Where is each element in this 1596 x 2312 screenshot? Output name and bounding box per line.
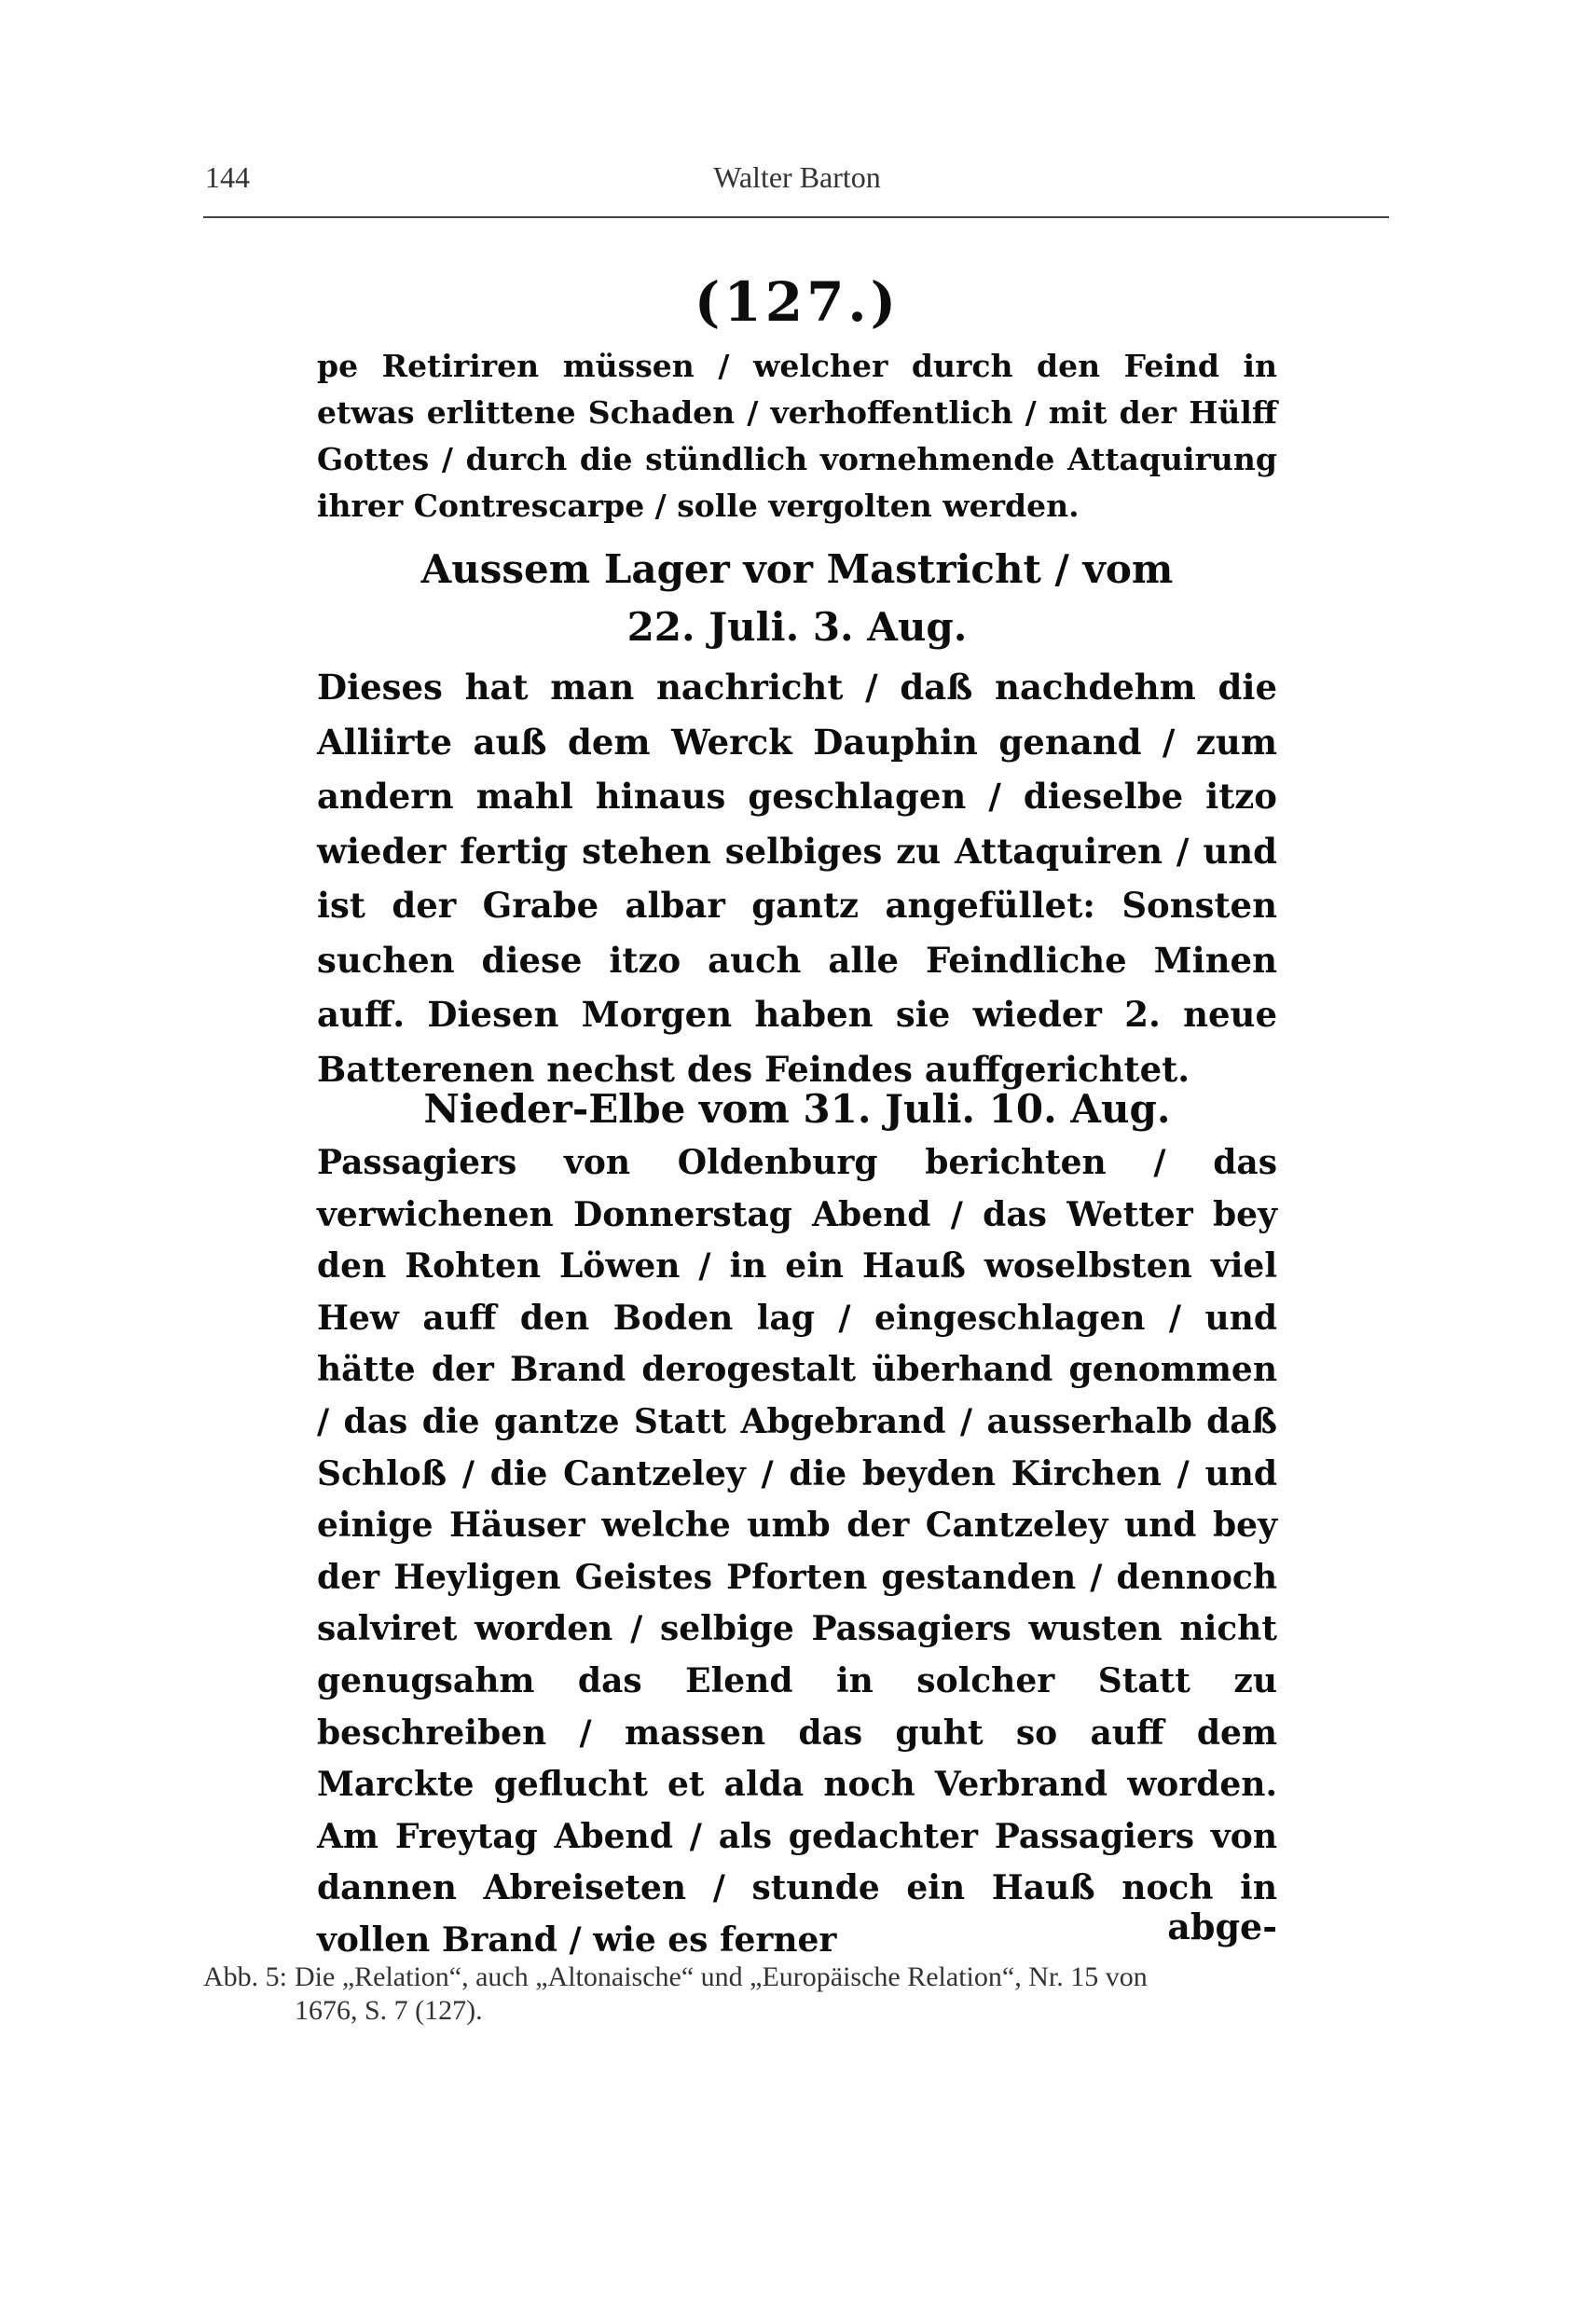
running-head [205, 160, 1389, 207]
caption-line-2: 1676, S. 7 (127). [295, 1995, 483, 2026]
caption-text-1: Die „Relation“, auch „Altonaische“ und „Europäische Relation“, Nr. 15 von [295, 1961, 1148, 1992]
facsimile-paragraph-2: Dieses hat man nachricht / daß nachdehm die Alliirte auß dem Werck Dauphin genand / zum andern mahl hinaus geschlagen / dieselbe itzo wieder fertig stehen selbiges zu Attaquiren / und ist der Grabe albar gantz angefüllet: Sonsten suchen diese itzo auch alle Feindliche Minen auff. Diesen Morgen haben sie wieder 2. neue Batterenen nechst des Feindes auffgerichtet. [317, 667, 1277, 1090]
facsimile-paragraph-1: pe Retiriren müssen / welcher durch den Feind in etwas erlittene Schaden / verhoffentlich / mit der Hülff Gottes / durch die stündlich vornehmende Attaquirung ihrer Contrescarpe / solle vergolten werden. [317, 348, 1277, 524]
facsimile-paragraph-3: Passagiers von Oldenburg berichten / das verwichenen Donnerstag Abend / das Wetter bey den Rohten Löwen / in ein Hauß woselbsten viel Hew auff den Boden lag / eingeschlagen / und hätte der Brand derogestalt überhand genommen / das die gantze Statt Abgebrand / ausserhalb daß Schloß / die Cantzeley / die beyden Kirchen / und einige Häuser welche umb der Cantzeley und bey der Heyligen Geistes Pforten gestanden / dennoch salviret worden / selbige Passagiers wusten nicht genugsahm das Elend in solcher Statt zu beschreiben / massen das guht so auff dem Marckte geflucht et alda noch Verbrand worden. Am Freytag Abend / als gedachter Passagiers von dannen Abreiseten / stunde ein Hauß noch in vollen Brand / wie es ferner [317, 1143, 1277, 1960]
caption-label: Abb. 5: [203, 1961, 287, 1992]
running-title: Walter Barton [713, 160, 881, 194]
page-number: 144 [205, 160, 250, 194]
figure-caption [203, 1961, 1389, 2028]
facsimile-catchword: abge- [1167, 1906, 1277, 1947]
caption-line-1 [203, 1961, 1389, 1994]
header-rule [203, 216, 1389, 218]
facsimile-dateline-1-line-1: Aussem Lager vor Mastricht / vom [420, 546, 1174, 592]
facsimile-dateline-2: Nieder-Elbe vom 31. Juli. 10. Aug. [423, 1086, 1171, 1132]
facsimile-dateline-1 [317, 541, 1277, 656]
facsimile-folio: (127.) [694, 270, 901, 334]
facsimile-dateline-1-line-2: 22. Juli. 3. Aug. [626, 604, 968, 650]
facsimile-page [317, 270, 1277, 1960]
